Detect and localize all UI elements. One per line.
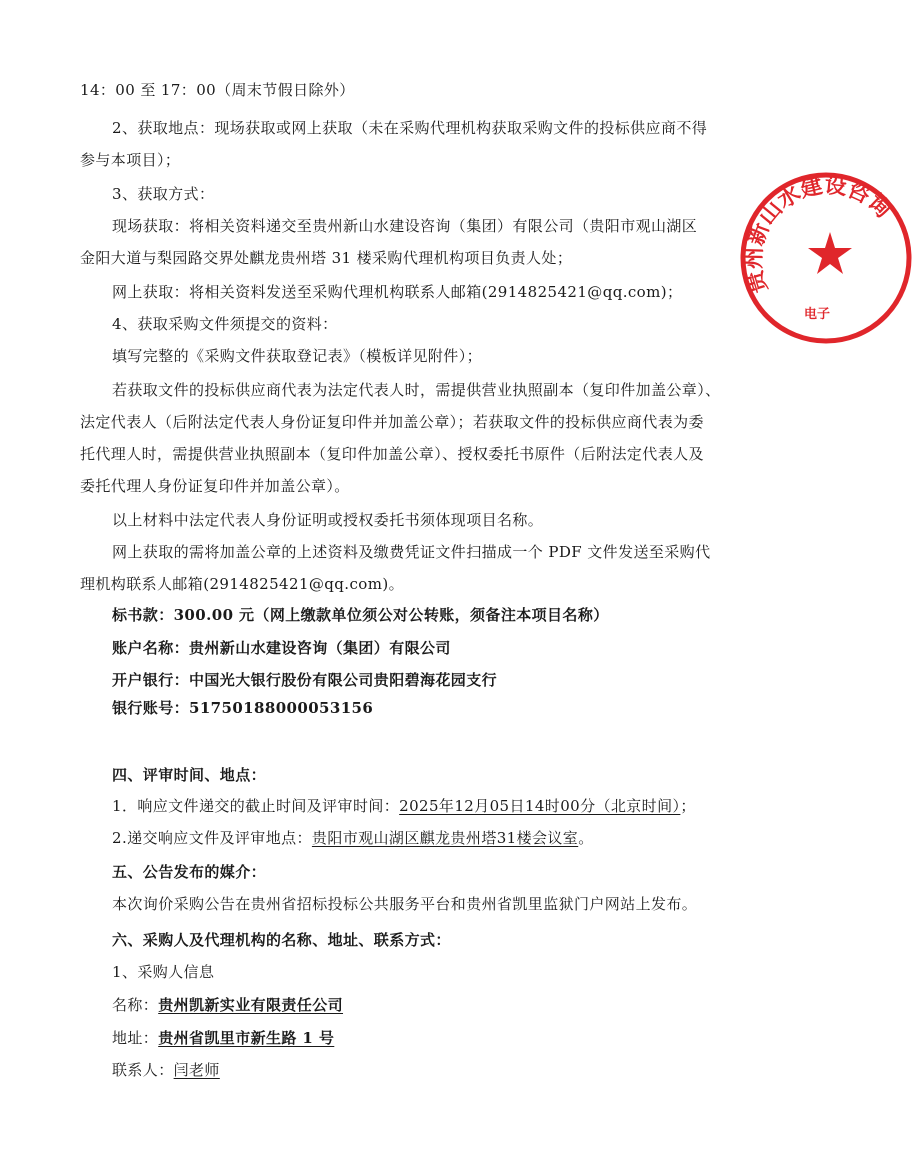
venue-label: 2.递交响应文件及评审地点：: [112, 829, 312, 847]
venue-line: [112, 828, 594, 848]
purchaser-name-value: 贵州凯新实业有限责任公司: [158, 996, 344, 1014]
purchaser-name-label: 名称：: [112, 996, 159, 1014]
seal-bottom-text: 电子: [804, 307, 831, 322]
onsite-line-cont: 金阳大道与梨园路交界处麒龙贵州塔 31 楼采购代理机构项目负责人处；: [80, 249, 573, 267]
account-number-line: 银行账号：51750188000053156: [112, 699, 374, 717]
purchaser-address-label: 地址：: [112, 1029, 159, 1047]
contact-label: 联系人：: [112, 1061, 174, 1079]
scan-pdf-line: 网上获取的需将加盖公章的上述资料及缴费凭证文件扫描成一个 PDF 文件发送至采购代: [112, 543, 711, 561]
section-4-heading: 四、评审时间、地点：: [112, 766, 267, 784]
deadline-label: 1．响应文件递交的截止时间及评审时间：: [112, 797, 400, 815]
venue-punct: 。: [578, 829, 594, 847]
tender-fee-line: 标书款：300.00 元（网上缴款单位须公对公转账，须备注本项目名称）: [112, 606, 609, 624]
seal-arc-text: 贵州新山水建设咨询: [741, 173, 896, 296]
legal-rep-line-3: 托代理人时，需提供营业执照副本（复印件加盖公章）、授权委托书原件（后附法定代表人及: [80, 445, 704, 463]
section-5-heading: 五、公告发布的媒介：: [112, 863, 267, 881]
venue-value: 贵阳市观山湖区麒龙贵州塔31楼会议室: [311, 829, 579, 847]
contact-line: [112, 1060, 220, 1080]
purchaser-address-value: 贵州省凯里市新生路 1 号: [158, 1029, 335, 1047]
location-line: 2、获取地点：现场获取或网上获取（未在采购代理机构获取采购文件的投标供应商不得: [112, 119, 708, 137]
method-heading: 3、获取方式：: [112, 185, 215, 203]
legal-rep-line-2: 法定代表人（后附法定代表人身份证复印件并加盖公章）；若获取文件的投标供应商代表为委: [80, 413, 704, 431]
contact-value: 闫老师: [173, 1061, 220, 1079]
purchaser-address-line: [112, 1028, 334, 1048]
purchaser-name-line: [112, 995, 343, 1015]
hours-line: 14：00 至 17：00（周末节假日除外）: [80, 81, 355, 99]
materials-heading: 4、获取采购文件须提交的资料：: [112, 315, 338, 333]
legal-rep-line-4: 委托代理人身份证复印件并加盖公章）。: [80, 477, 350, 495]
deadline-punct: ；: [680, 797, 696, 815]
purchaser-info-heading: 1、采购人信息: [112, 963, 215, 981]
form-line: 填写完整的《采购文件获取登记表》（模板详见附件）；: [112, 347, 483, 365]
company-seal-stamp: [738, 170, 914, 346]
location-line-cont: 参与本项目）；: [80, 151, 181, 169]
section-6-heading: 六、采购人及代理机构的名称、地址、联系方式：: [112, 931, 451, 949]
deadline-value: 2025年12月05日14时00分（北京时间）: [399, 797, 681, 815]
project-name-note: 以上材料中法定代表人身份证明或授权委托书须体现项目名称。: [112, 511, 544, 529]
seal-star-icon: [808, 232, 852, 274]
scan-pdf-line-cont: 理机构联系人邮箱(2914825421@qq.com)。: [80, 575, 404, 593]
account-name-line: 账户名称：贵州新山水建设咨询（集团）有限公司: [112, 639, 451, 657]
legal-rep-line: 若获取文件的投标供应商代表为法定代表人时，需提供营业执照副本（复印件加盖公章）、: [112, 381, 721, 399]
publish-media-line: 本次询价采购公告在贵州省招标投标公共服务平台和贵州省凯里监狱门户网站上发布。: [112, 895, 698, 913]
onsite-line: 现场获取：将相关资料递交至贵州新山水建设咨询（集团）有限公司（贵阳市观山湖区: [112, 217, 698, 235]
deadline-line: [112, 796, 696, 816]
online-line: 网上获取：将相关资料发送至采购代理机构联系人邮箱(2914825421@qq.com)；: [112, 283, 683, 301]
bank-line: 开户银行：中国光大银行股份有限公司贵阳碧海花园支行: [112, 671, 498, 689]
